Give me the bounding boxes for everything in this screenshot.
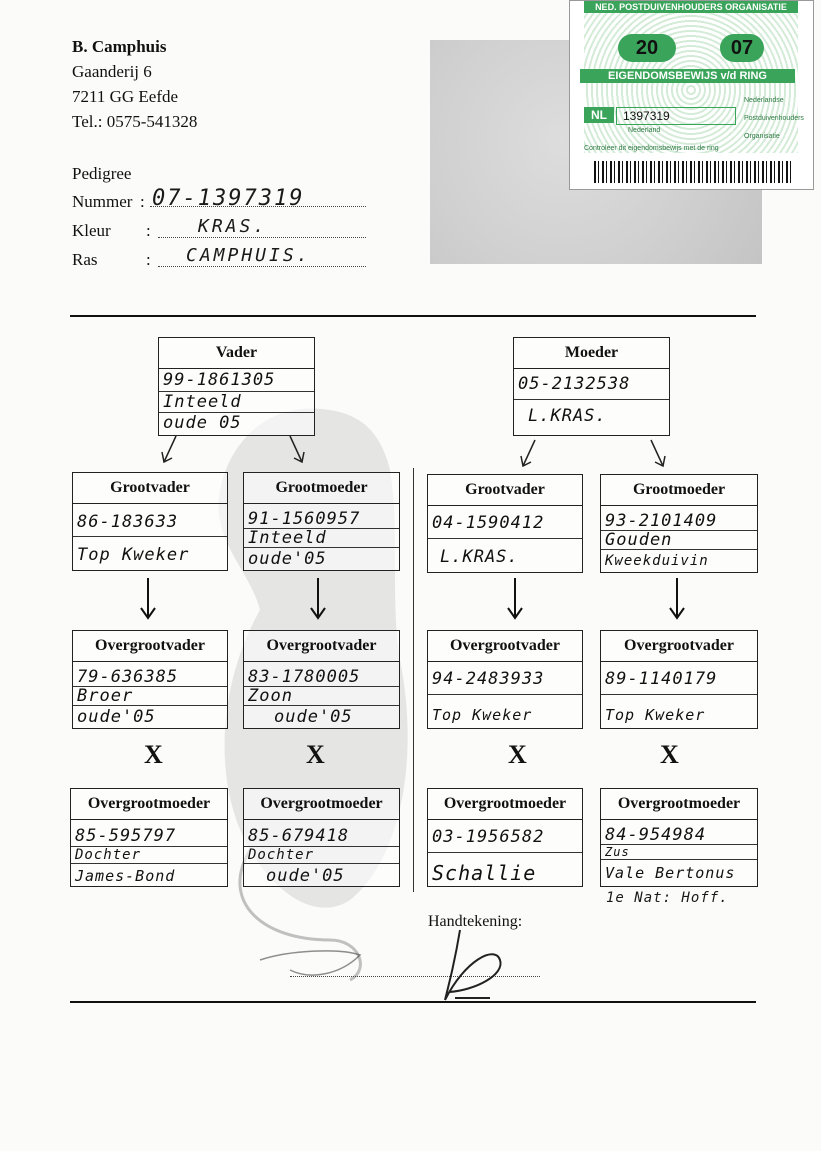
- kleur-colon: :: [146, 221, 151, 240]
- moeder-line-1: 05-2132538: [514, 369, 669, 400]
- sticker-side1: Nederlandse: [744, 97, 784, 104]
- sticker-note: Controleer dit eigendomsbewijs met de ring: [584, 145, 719, 152]
- overgrootmoeder-1-line-3: James-Bond: [75, 867, 176, 885]
- sticker-nederland: Nederland: [628, 127, 661, 134]
- pedigree-title: Pedigree: [72, 164, 132, 183]
- overgrootvader-2-line-3: oude'05: [274, 707, 353, 727]
- grootvader-vader-line-1: 86-183633: [73, 504, 227, 537]
- nummer-colon: :: [140, 192, 145, 211]
- sticker-ring-number: 1397319: [616, 107, 736, 125]
- overgrootvader-2-box: [243, 630, 400, 729]
- sticker-barcode: [594, 161, 794, 183]
- cross-mark-4: X: [660, 740, 679, 769]
- moeder-arrows-icon: [505, 436, 675, 472]
- overgrootmoeder-2-box: [243, 788, 400, 887]
- overgrootmoeder-2-line-1: 85-679418: [244, 820, 399, 847]
- nummer-label: Nummer: [72, 192, 133, 211]
- overgrootmoeder-3-line-1: 03-1956582: [428, 820, 582, 853]
- grootvader-vader-title: Grootvader: [73, 473, 227, 504]
- grootvader-moeder-line-1: 04-1590412: [428, 506, 582, 539]
- owner-city: 7211 GG Eefde: [72, 87, 179, 106]
- overgrootvader-4-line-2: Top Kweker: [605, 706, 706, 724]
- overgrootmoeder-4-box: [600, 788, 758, 887]
- kleur-value: KRAS.: [198, 216, 268, 237]
- signature-label: Handtekening:: [428, 913, 523, 930]
- grootvader-moeder-box: [427, 474, 583, 573]
- overgrootvader-2-title: Overgrootvader: [244, 631, 399, 662]
- top-rule: [70, 315, 756, 317]
- signature-scribble-icon: [250, 920, 520, 1010]
- grootmoeder-moeder-box: [600, 474, 758, 573]
- overgrootmoeder-2-title: Overgrootmoeder: [244, 789, 399, 820]
- overgrootmoeder-2-line-3: oude'05: [266, 866, 345, 886]
- grootmoeder-vader-title: Grootmoeder: [244, 473, 399, 504]
- overgrootmoeder-1-title: Overgrootmoeder: [71, 789, 227, 820]
- vader-line-3: oude 05: [163, 413, 242, 433]
- overgrootmoeder-4-line-3: Vale Bertonus: [605, 864, 736, 882]
- overgrootvader-3-title: Overgrootvader: [428, 631, 582, 662]
- grootmoeder-moeder-title: Grootmoeder: [601, 475, 757, 506]
- sticker-band: EIGENDOMSBEWIJS v/d RING: [580, 69, 795, 83]
- overgrootmoeder-4-line-2: Zus: [601, 845, 757, 860]
- cross-mark-3: X: [508, 740, 527, 769]
- grootmoeder-moeder-line-3: Kweekduivin: [605, 553, 709, 569]
- overgrootmoeder-2-line-2: Dochter: [244, 847, 399, 864]
- overgrootvader-2-line-2: Zoon: [244, 687, 399, 706]
- moeder-line-2: L.KRAS.: [528, 406, 607, 426]
- cross-mark-2: X: [306, 740, 325, 769]
- grootmoeder-vader-line-2: Inteeld: [244, 529, 399, 548]
- sticker-country: NL: [584, 107, 614, 123]
- ras-label: Ras: [72, 250, 98, 269]
- ring-ownership-sticker: [569, 0, 814, 190]
- ras-colon: :: [146, 250, 151, 269]
- overgrootmoeder-3-title: Overgrootmoeder: [428, 789, 582, 820]
- overgrootvader-3-line-2: Top Kweker: [432, 706, 533, 724]
- grootvader-vader-line-2: Top Kweker: [77, 545, 190, 565]
- overgrootmoeder-4-title: Overgrootmoeder: [601, 789, 757, 820]
- overgrootvader-1-line-2: Broer: [73, 687, 227, 706]
- grootmoeder-vader-line-3: oude'05: [248, 549, 327, 569]
- center-divider: [413, 468, 414, 892]
- cross-mark-1: X: [144, 740, 163, 769]
- grootvader-moeder-line-2: L.KRAS.: [440, 547, 519, 567]
- sticker-side3: Organisatie: [744, 133, 780, 140]
- ras-value: CAMPHUIS.: [186, 245, 311, 266]
- overgrootmoeder-4-line-4: 1e Nat: Hoff.: [606, 890, 729, 906]
- grootvader-vader-box: [72, 472, 228, 571]
- owner-phone: Tel.: 0575-541328: [72, 112, 198, 131]
- overgrootvader-4-line-1: 89-1140179: [601, 662, 757, 695]
- overgrootvader-3-line-1: 94-2483933: [428, 662, 582, 695]
- overgrootmoeder-1-line-1: 85-595797: [71, 820, 227, 847]
- moeder-title: Moeder: [514, 338, 669, 369]
- moeder-box: [513, 337, 670, 436]
- sticker-pattern: [584, 13, 798, 153]
- overgrootvader-4-box: [600, 630, 758, 729]
- grootmoeder-vader-line-1: 91-1560957: [244, 504, 399, 529]
- vader-line-1: 99-1861305: [159, 369, 314, 392]
- overgrootvader-4-title: Overgrootvader: [601, 631, 757, 662]
- down-arrows-icon: [60, 572, 760, 624]
- overgrootmoeder-3-line-2: Schallie: [432, 861, 537, 885]
- overgrootvader-1-line-1: 79-636385: [73, 662, 227, 687]
- grootmoeder-moeder-line-1: 93-2101409: [601, 506, 757, 531]
- overgrootmoeder-3-box: [427, 788, 583, 887]
- grootvader-moeder-title: Grootvader: [428, 475, 582, 506]
- overgrootvader-1-title: Overgrootvader: [73, 631, 227, 662]
- overgrootvader-2-line-1: 83-1780005: [244, 662, 399, 687]
- sticker-org: NED. POSTDUIVENHOUDERS ORGANISATIE: [584, 1, 798, 13]
- overgrootvader-1-line-3: oude'05: [77, 707, 156, 727]
- vader-line-2: Inteeld: [159, 392, 314, 413]
- overgrootvader-3-box: [427, 630, 583, 729]
- vader-arrows-icon: [150, 432, 320, 468]
- owner-street: Gaanderij 6: [72, 62, 152, 81]
- overgrootmoeder-4-line-1: 84-954984: [601, 820, 757, 845]
- overgrootmoeder-1-line-2: Dochter: [71, 847, 227, 864]
- vader-box: [158, 337, 315, 436]
- grootmoeder-moeder-line-2: Gouden: [601, 531, 757, 550]
- kleur-label: Kleur: [72, 221, 111, 240]
- grootmoeder-vader-box: [243, 472, 400, 571]
- nummer-value: 07-1397319: [152, 186, 305, 211]
- sticker-year-right: 07: [720, 34, 764, 62]
- overgrootvader-1-box: [72, 630, 228, 729]
- sticker-side2: Postduivenhouders: [744, 115, 804, 122]
- overgrootmoeder-1-box: [70, 788, 228, 887]
- vader-title: Vader: [159, 338, 314, 369]
- sticker-year-left: 20: [618, 34, 676, 62]
- owner-name: B. Camphuis: [72, 37, 167, 56]
